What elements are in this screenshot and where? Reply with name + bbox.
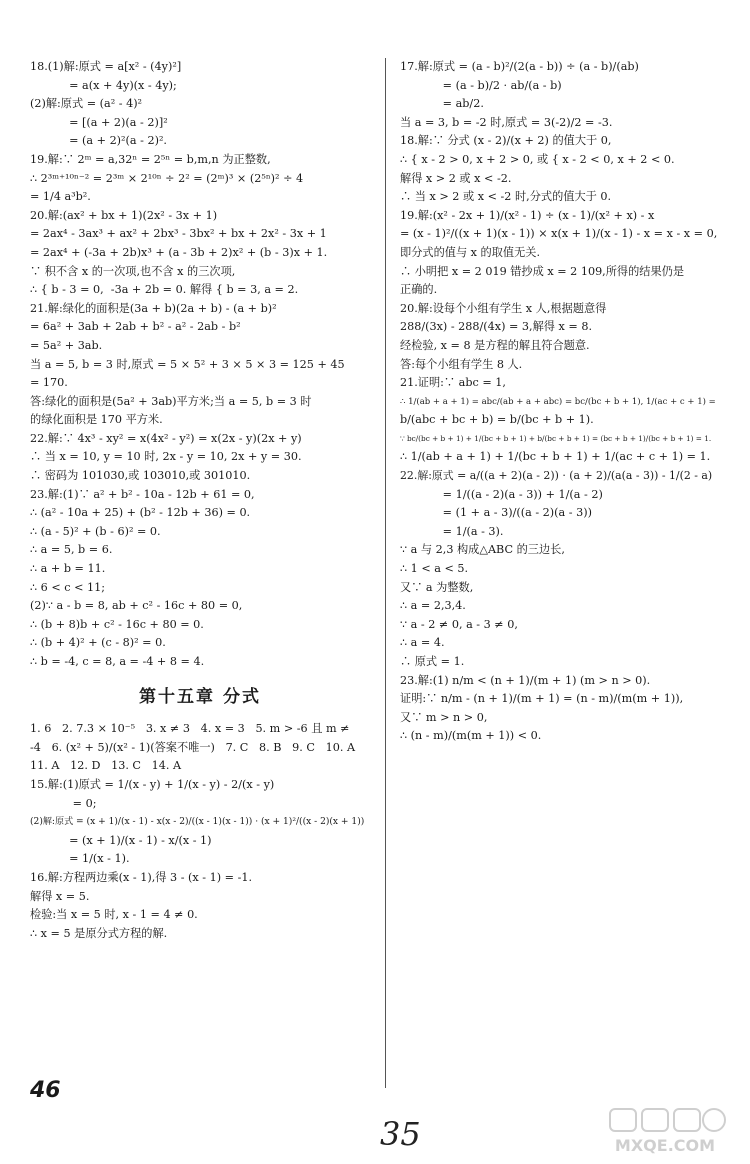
answer-line: 解得 x = 5. bbox=[30, 889, 90, 903]
answer-line: 21.解:绿化的面积是(3a + b)(2a + b) - (a + b)² bbox=[30, 301, 277, 315]
chapter-title: 第十五章 分式 bbox=[139, 686, 261, 707]
answer-line: = 0; bbox=[30, 796, 97, 810]
answer-line: = ab/2. bbox=[400, 97, 484, 111]
watermark-logo-icon bbox=[590, 1105, 740, 1135]
answer-line: 检验:当 x = 5 时, x - 1 = 4 ≠ 0. bbox=[30, 908, 198, 922]
answer-line: = 5a² + 3ab. bbox=[30, 338, 103, 352]
answer-line: 的绿化面积是 170 平方米. bbox=[30, 413, 163, 427]
answer-line: = (x - 1)²/((x + 1)(x - 1)) × x(x + 1)/(x - 1) - x = x - x = 0, bbox=[400, 227, 718, 241]
answer-line: ∴ (n - m)/(m(m + 1)) < 0. bbox=[400, 729, 542, 743]
answer-line: 20.解:(ax² + bx + 1)(2x² - 3x + 1) bbox=[30, 208, 218, 222]
answer-line: ∵ 积不含 x 的一次项,也不含 x 的三次项, bbox=[30, 264, 236, 278]
answer-line: (2)∵ a - b = 8, ab + c² - 16c + 80 = 0, bbox=[30, 599, 243, 613]
answer-line: ∴ 1/(ab + a + 1) + 1/(bc + b + 1) + 1/(ac + c + 1) = 1. bbox=[400, 450, 711, 464]
answer-line: 20.解:设每个小组有学生 x 人,根据题意得 bbox=[400, 301, 607, 315]
handwritten-number: 35 bbox=[380, 1115, 421, 1153]
answer-line: 16.解:方程两边乘(x - 1),得 3 - (x - 1) = -1. bbox=[30, 870, 253, 884]
answer-line: 经检验, x = 8 是方程的解且符合题意. bbox=[400, 338, 590, 352]
answer-line: ∴ a = 2,3,4. bbox=[400, 599, 466, 613]
answer-line: = 2ax⁴ - 3ax³ + ax² + 2bx³ - 3bx² + bx + 2x² - 3x + 1 bbox=[30, 227, 327, 241]
watermark-text: MXQE.COM bbox=[614, 1136, 716, 1155]
answer-line: ∴ { b - 3 = 0, -3a + 2b = 0. 解得 { b = 3, a = 2. bbox=[30, 283, 299, 297]
answer-line: ∵ a 与 2,3 构成△ABC 的三边长, bbox=[400, 543, 565, 557]
answer-line: 19.解:∵ 2ᵐ = a,32ⁿ = 2⁵ⁿ = b,m,n 为正整数, bbox=[30, 152, 271, 166]
answer-line: ∴ 密码为 101030,或 103010,或 301010. bbox=[30, 469, 251, 483]
answer-line: 19.解:(x² - 2x + 1)/(x² - 1) ÷ (x - 1)/(x² + x) - x bbox=[400, 208, 655, 222]
answer-line: = 1/4 a³b². bbox=[30, 190, 91, 204]
answer-line: = 170. bbox=[30, 376, 68, 390]
answer-line: 答:每个小组有学生 8 人. bbox=[400, 357, 523, 371]
answer-line: b/(abc + bc + b) = b/(bc + b + 1). bbox=[400, 413, 594, 427]
answer-line: 正确的. bbox=[400, 283, 438, 297]
answer-line: ∴ 1/(ab + a + 1) = abc/(ab + a + abc) = bc/(bc + b + 1), 1/(ac + c + 1) = bbox=[400, 396, 716, 407]
answer-line: = 1/(a - 3). bbox=[400, 524, 504, 538]
answer-line: ∵ bc/(bc + b + 1) + 1/(bc + b + 1) + b/(bc + b + 1) = (bc + b + 1)/(bc + b + 1) = 1. bbox=[400, 433, 712, 443]
answer-line: ∴ b = -4, c = 8, a = -4 + 8 = 4. bbox=[30, 655, 205, 668]
answer-line: 1. 6 2. 7.3 × 10⁻⁵ 3. x ≠ 3 4. x = 3 5. m > -6 且 m ≠ bbox=[30, 722, 350, 736]
answer-line: = (a + 2)²(a - 2)². bbox=[30, 134, 167, 148]
watermark bbox=[590, 1105, 740, 1155]
answer-line: ∴ a + b = 11. bbox=[30, 562, 106, 576]
answer-line: ∴ x = 5 是原分式方程的解. bbox=[30, 926, 168, 940]
answer-line: 11. A 12. D 13. C 14. A bbox=[30, 759, 182, 773]
answer-line: = (1 + a - 3)/((a - 2)(a - 3)) bbox=[400, 506, 592, 520]
answer-line: 当 a = 5, b = 3 时,原式 = 5 × 5² + 3 × 5 × 3 = 125 + 45 bbox=[30, 357, 345, 371]
answer-line: ∴ 当 x > 2 或 x < -2 时,分式的值大于 0. bbox=[400, 190, 612, 204]
answer-line: (2)解:原式 = (a² - 4)² bbox=[30, 97, 143, 111]
answer-line: ∴ 原式 = 1. bbox=[400, 655, 465, 668]
answer-line: = 2ax⁴ + (-3a + 2b)x³ + (a - 3b + 2)x² + (b - 3)x + 1. bbox=[30, 245, 328, 259]
left-answers-ch15 bbox=[30, 720, 370, 943]
answer-line: 即分式的值与 x 的取值无关. bbox=[400, 245, 541, 259]
answer-line: ∴ 2³ᵐ⁺¹⁰ⁿ⁻² = 2³ᵐ × 2¹⁰ⁿ ÷ 2² = (2ᵐ)³ × (2⁵ⁿ)² ÷ 4 bbox=[30, 171, 304, 185]
answer-line: 18.解:∵ 分式 (x - 2)/(x + 2) 的值大于 0, bbox=[400, 134, 612, 148]
answer-line: ∴ (a² - 10a + 25) + (b² - 12b + 36) = 0. bbox=[30, 506, 251, 520]
answer-line: 解得 x > 2 或 x < -2. bbox=[400, 171, 512, 185]
answer-line: = (a - b)/2 · ab/(a - b) bbox=[400, 78, 562, 92]
answer-line: 22.解:∵ 4x³ - xy² = x(4x² - y²) = x(2x - y)(2x + y) bbox=[30, 431, 302, 445]
answer-line: 21.证明:∵ abc = 1, bbox=[400, 376, 506, 390]
right-answers bbox=[400, 58, 720, 746]
answer-line: ∴ { x - 2 > 0, x + 2 > 0, 或 { x - 2 < 0, x + 2 < 0. bbox=[400, 152, 675, 166]
right-column bbox=[400, 58, 720, 746]
answer-line: 又∵ m > n > 0, bbox=[400, 710, 488, 724]
answer-line: ∴ a = 5, b = 6. bbox=[30, 543, 113, 557]
answer-line: = 6a² + 3ab + 2ab + b² - a² - 2ab - b² bbox=[30, 320, 241, 334]
page-number: 46 bbox=[30, 1078, 61, 1103]
answer-line: ∴ 小明把 x = 2 019 错抄成 x = 2 109,所得的结果仍是 bbox=[400, 264, 685, 278]
answer-line: = (x + 1)/(x - 1) - x/(x - 1) bbox=[30, 833, 212, 847]
answer-line: ∴ 当 x = 10, y = 10 时, 2x - y = 10, 2x + y = 30. bbox=[30, 450, 302, 464]
left-column bbox=[30, 58, 370, 943]
answer-line: ∴ (a - 5)² + (b - 6)² = 0. bbox=[30, 524, 161, 538]
answer-line: ∵ a - 2 ≠ 0, a - 3 ≠ 0, bbox=[400, 617, 518, 631]
answer-line: 23.解:(1)∵ a² + b² - 10a - 12b + 61 = 0, bbox=[30, 487, 255, 501]
answer-line: ∴ a = 4. bbox=[400, 636, 445, 650]
answer-line: ∴ (b + 4)² + (c - 8)² = 0. bbox=[30, 636, 166, 650]
answer-line: -4 6. (x² + 5)/(x² - 1)(答案不唯一) 7. C 8. B 9. C 10. A bbox=[30, 740, 356, 754]
answer-line: 证明:∵ n/m - (n + 1)/(m + 1) = (n - m)/(m(m + 1)), bbox=[400, 692, 684, 706]
answer-line: ∴ (b + 8)b + c² - 16c + 80 = 0. bbox=[30, 617, 204, 631]
answer-line: 22.解:原式 = a/((a + 2)(a - 2)) · (a + 2)/(a(a - 3)) - 1/(2 - a) bbox=[400, 469, 713, 483]
answer-line: 18.(1)解:原式 = a[x² - (4y)²] bbox=[30, 60, 182, 73]
answer-line: 17.解:原式 = (a - b)²/(2(a - b)) ÷ (a - b)/(ab) bbox=[400, 60, 639, 73]
answer-line: ∴ 6 < c < 11; bbox=[30, 580, 106, 594]
answer-line: 15.解:(1)原式 = 1/(x - y) + 1/(x - y) - 2/(x - y) bbox=[30, 777, 275, 791]
answer-line: ∴ 1 < a < 5. bbox=[400, 562, 469, 576]
answer-line: 23.解:(1) n/m < (n + 1)/(m + 1) (m > n > 0). bbox=[400, 673, 651, 687]
answer-line: (2)解:原式 = (x + 1)/(x - 1) - x(x - 2)/((x - 1)(x - 1)) · (x + 1)²/((x - 2)(x + 1)) bbox=[30, 817, 365, 828]
answer-line: = 1/(x - 1). bbox=[30, 852, 130, 866]
column-divider bbox=[385, 58, 386, 1088]
answer-line: 288/(3x) - 288/(4x) = 3,解得 x = 8. bbox=[400, 320, 593, 334]
answer-line: = a(x + 4y)(x - 4y); bbox=[30, 78, 177, 92]
answer-line: 当 a = 3, b = -2 时,原式 = 3(-2)/2 = -3. bbox=[400, 115, 613, 129]
answer-line: = [(a + 2)(a - 2)]² bbox=[30, 115, 168, 129]
answer-line: 答:绿化的面积是(5a² + 3ab)平方米;当 a = 5, b = 3 时 bbox=[30, 394, 312, 408]
left-answers-ch14 bbox=[30, 58, 370, 672]
answer-line: 又∵ a 为整数, bbox=[400, 580, 474, 594]
answer-line: = 1/((a - 2)(a - 3)) + 1/(a - 2) bbox=[400, 487, 603, 501]
